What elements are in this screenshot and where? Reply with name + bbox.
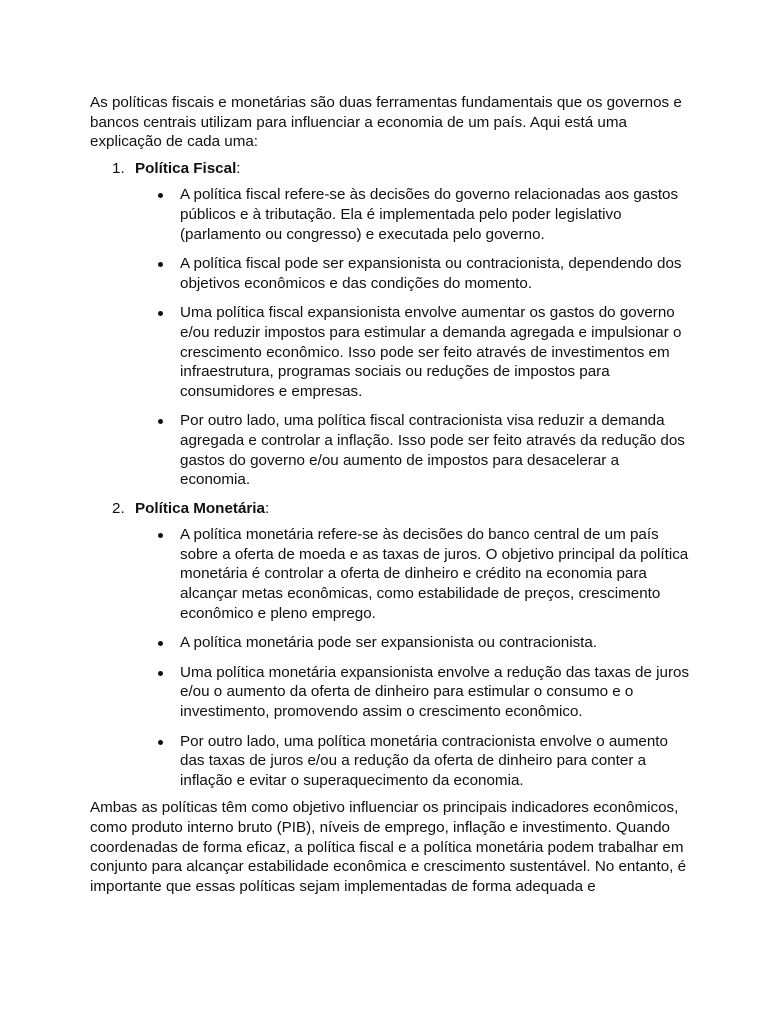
- section-title: Política Fiscal: [135, 159, 237, 177]
- bullet-icon: [158, 641, 163, 646]
- document-page: [90, 93, 690, 896]
- intro-paragraph: As políticas fiscais e monetárias são duas ferramentas fundamentais que os governos e bancos centrais utilizam para influenciar a economia de um país. Aqui está uma explicação de cada uma:: [90, 94, 682, 151]
- list-item: [180, 411, 690, 489]
- bullet-icon: [158, 533, 163, 538]
- section-heading: [90, 499, 690, 519]
- bullet-list: [90, 525, 690, 790]
- list-item-text: A política fiscal pode ser expansionista ou contracionista, dependendo dos objetivos econômicos e das condições do momento.: [180, 255, 682, 292]
- section-heading: [90, 159, 690, 179]
- bullet-icon: [158, 262, 163, 267]
- list-item: [180, 185, 690, 244]
- section-title: Política Monetária: [135, 499, 265, 517]
- closing-paragraph: Ambas as políticas têm como objetivo influenciar os principais indicadores econômicos, como produto interno bruto (PIB), níveis de emprego, inflação e investimento. Quando coordenadas de forma eficaz, a política fiscal e a política monetária podem trabalhar em conjunto para alcançar estabilidade econômica e crescimento sustentável. No entanto, é importante que essas políticas sejam implementadas de forma adequada e: [90, 799, 687, 895]
- list-item: [180, 663, 690, 722]
- list-item-text: A política fiscal refere-se às decisões do governo relacionadas aos gastos públicos e à tributação. Ela é implementada pelo poder legislativo (parlamento ou congresso) e executada pelo governo.: [180, 186, 679, 243]
- section-colon: :: [236, 159, 241, 177]
- list-item-text: Uma política monetária expansionista envolve a redução das taxas de juros e/ou o aumento da oferta de dinheiro para estimular o consumo e o investimento, promovendo assim o crescimento econômico.: [180, 663, 690, 721]
- list-item-text: Por outro lado, uma política monetária contracionista envolve o aumento das taxas de juros e/ou a redução da oferta de dinheiro para conter a inflação e evitar o superaquecimento da economia.: [180, 732, 668, 789]
- section-number: 1.: [112, 159, 125, 177]
- list-item: [180, 633, 690, 653]
- section-fiscal-policy: [90, 159, 690, 490]
- list-item-text: A política monetária refere-se às decisões do banco central de um país sobre a oferta de moeda e as taxas de juros. O objetivo principal da política monetária é controlar a oferta de dinheiro e crédito na economia para alcançar metas econômicas, como estabilidade de preços, crescimento econômico e pleno emprego.: [180, 526, 689, 622]
- bullet-icon: [158, 671, 163, 676]
- list-item-text: Por outro lado, uma política fiscal contracionista visa reduzir a demanda agregada e controlar a inflação. Isso pode ser feito através da redução dos gastos do governo e/ou aumento de impostos para desacelerar a economia.: [180, 412, 685, 489]
- bullet-icon: [158, 193, 163, 198]
- bullet-icon: [158, 740, 163, 745]
- section-number: 2.: [112, 499, 125, 517]
- bullet-icon: [158, 311, 163, 316]
- list-item: [180, 303, 690, 401]
- list-item: [180, 525, 690, 623]
- list-item-text: Uma política fiscal expansionista envolve aumentar os gastos do governo e/ou reduzir impostos para estimular a demanda agregada e impulsionar o crescimento econômico. Isso pode ser feito através de investimentos em infraestrutura, programas sociais ou reduções de impostos para consumidores e empresas.: [180, 304, 682, 400]
- list-item-text: A política monetária pode ser expansionista ou contracionista.: [180, 634, 598, 652]
- list-item: [180, 732, 690, 791]
- list-item: [180, 254, 690, 293]
- bullet-icon: [158, 419, 163, 424]
- section-monetary-policy: [90, 499, 690, 791]
- section-colon: :: [264, 499, 270, 517]
- bullet-list: [90, 185, 690, 489]
